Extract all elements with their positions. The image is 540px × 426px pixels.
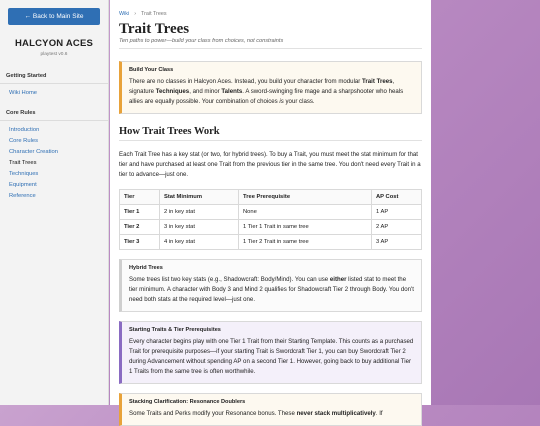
- table-cell: 3 AP: [372, 235, 422, 250]
- table-cell: 2 AP: [372, 220, 422, 235]
- table-cell: 1 Tier 2 Trait in same tree: [239, 235, 372, 250]
- table-cell: 4 in key stat: [160, 235, 239, 250]
- table-cell: Tier 1: [120, 205, 160, 220]
- brand-title: HALCYON ACES: [14, 38, 94, 49]
- table-row: [120, 220, 422, 235]
- table-header-row: [120, 190, 422, 205]
- breadcrumb: [119, 0, 422, 17]
- table-row: [120, 235, 422, 250]
- table-cell: None: [239, 205, 372, 220]
- callout-body: Some Traits and Perks modify your Resonance bonus. These never stack multiplicatively. If: [129, 410, 383, 417]
- sidebar-item-introduction[interactable]: Introduction: [9, 127, 40, 133]
- stacking-clarification-callout: [119, 393, 422, 426]
- section-heading-how-trait-trees-work: How Trait Trees Work: [119, 126, 422, 141]
- build-your-class-callout: [119, 61, 422, 114]
- nav-heading: Getting Started: [0, 73, 108, 84]
- table-cell: Tier 3: [120, 235, 160, 250]
- breadcrumb-current: Trait Trees: [140, 11, 167, 17]
- emphasis-bold: Trait Trees: [362, 78, 393, 85]
- column-header-ap-cost: AP Cost: [372, 190, 422, 205]
- callout-title: Build Your Class: [129, 67, 174, 73]
- sidebar-item-equipment[interactable]: Equipment: [9, 182, 37, 188]
- sidebar: [0, 0, 109, 405]
- callout-title: Stacking Clarification: Resonance Doublers: [129, 399, 246, 405]
- nav-heading: Core Rules: [0, 110, 108, 121]
- table-cell: 1 Tier 1 Trait in same tree: [239, 220, 372, 235]
- sidebar-item-reference[interactable]: Reference: [9, 193, 36, 199]
- sidebar-item-trait-trees[interactable]: Trait Trees: [9, 160, 37, 166]
- emphasis-bold: either: [329, 276, 347, 283]
- table-cell: 2 in key stat: [160, 205, 239, 220]
- tier-table: [119, 189, 422, 250]
- column-header-tree-prerequisite: Tree Prerequisite: [239, 190, 372, 205]
- callout-title: Hybrid Trees: [129, 265, 163, 271]
- page-subtitle: Ten paths to power—build your class from choices, not constraints: [119, 38, 284, 44]
- callout-body: Some trees list two key stats (e.g., Shadowcraft: Body/Mind). You can use either listed stat to meet the tier minimum. A character with Body 3 and Mind 2 qualifies for Shadowcraft Tier 2 through Body. You don't need both stats at the required level—just one.: [129, 276, 414, 303]
- emphasis-bold: Techniques: [155, 88, 190, 95]
- emphasis-bold: never stack multiplicatively: [296, 410, 376, 417]
- table-row: [120, 205, 422, 220]
- brand-version: playtest v0.6: [40, 52, 68, 57]
- emphasis-italic: is: [279, 98, 284, 105]
- column-header-stat-minimum: Stat Minimum: [160, 190, 239, 205]
- breadcrumb-wiki-link[interactable]: Wiki: [119, 11, 130, 17]
- table-cell: 1 AP: [372, 205, 422, 220]
- callout-body: Every character begins play with one Tier 1 Trait from their Starting Template. This counts as a purchased Trait for prerequisite purposes—if your starting Trait is Swordcraft Tier 1, you can buy Swordcraft Tier 2 during Advancement without spending AP on a second Tier 1. However, going back to buy additional Tier 1 Traits from the same tree is often worthwhile.: [129, 338, 414, 375]
- page-title: Trait Trees: [119, 21, 190, 37]
- main-content: [110, 0, 431, 417]
- sidebar-item-core-rules[interactable]: Core Rules: [9, 138, 38, 144]
- table-cell: Tier 2: [120, 220, 160, 235]
- table-cell: 3 in key stat: [160, 220, 239, 235]
- callout-title: Starting Traits & Tier Prerequisites: [129, 327, 221, 333]
- callout-body: There are no classes in Halcyon Aces. Instead, you build your character from modular Trait Trees, signature Techniques, and minor Talents. A sword-swinging fire mage and a sharpshooter who heals allies are equally possible. Your combination of choices is your class.: [129, 78, 404, 105]
- title-divider: [119, 48, 422, 49]
- nav-section-core-rules: [0, 110, 108, 202]
- back-to-main-site-button[interactable]: ← Back to Main Site: [8, 8, 100, 25]
- emphasis-bold: Talents: [221, 88, 243, 95]
- column-header-tier: Tier: [120, 190, 160, 205]
- sidebar-item-techniques[interactable]: Techniques: [9, 171, 39, 177]
- breadcrumb-separator: ›: [134, 11, 136, 17]
- sidebar-item-character-creation[interactable]: Character Creation: [9, 149, 58, 155]
- starting-traits-callout: [119, 321, 422, 384]
- nav-section-getting-started: [0, 73, 108, 99]
- brand: [0, 38, 108, 57]
- sidebar-item-wiki-home[interactable]: Wiki Home: [9, 90, 38, 96]
- hybrid-trees-callout: [119, 259, 422, 312]
- how-trait-trees-paragraph: Each Trait Tree has a key stat (or two, for hybrid trees). To buy a Trait, you must meet the stat minimum for that tier and have purchased at least one Trait from the previous tier in the same tree. You don't need every Trait in a tier to advance—just one.: [119, 151, 421, 178]
